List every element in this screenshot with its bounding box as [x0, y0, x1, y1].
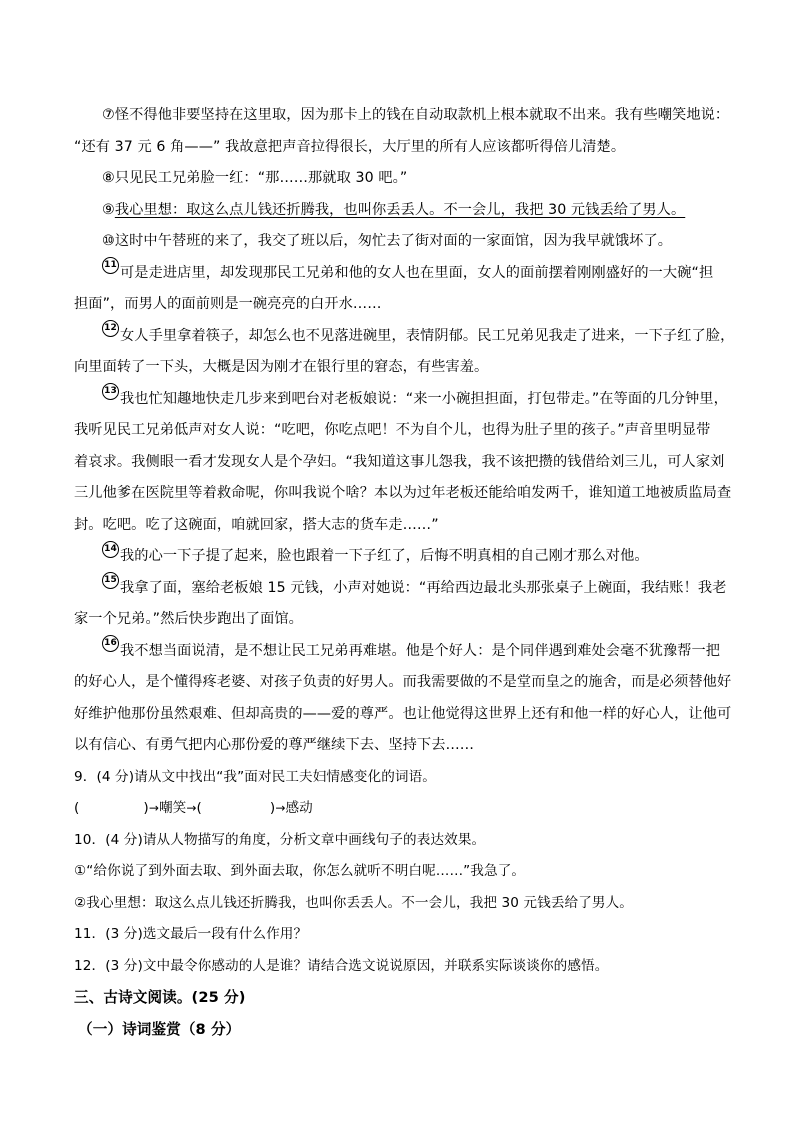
paragraph-16-line-1: 16 我不想当面说清，是不想让民工兄弟再难堪。他是个好人：是个同伴遇到难处会毫不犹豫帮一把: [74, 636, 734, 668]
paragraph-marker: 11: [102, 257, 119, 274]
paragraph-11-line-1: 11 可是走进店里，却发现那民工兄弟和他的女人也在里面，女人的面前摆着刚刚盛好的一大碗“担: [74, 258, 734, 290]
paragraph-7-line-1: ⑦怪不得他非要坚持在这里取，因为那卡上的钱在自动取款机上根本就取不出来。我有些嘲笑地说：: [102, 107, 730, 123]
paragraph-marker: ⑧: [102, 170, 115, 186]
question-11: 11．(3 分)选文最后一段有什么作用？: [74, 926, 308, 942]
paragraph-7-line-2: “还有 37 元 6 角——” 我故意把声音拉得很长，大厅里的所有人应该都听得倍儿清楚。: [74, 138, 626, 155]
paragraph-13-line-3: 着哀求。我侧眼一看才发现女人是个孕妇。“我知道这事儿怨我，我不该把攒的钱借给刘三儿，可人家刘: [74, 453, 725, 470]
paragraph-8: ⑧只见民工兄弟脸一红：“那……那就取 30 吧。”: [102, 170, 408, 186]
paragraph-13-line-1: 13 我也忙知趣地快走几步来到吧台对老板娘说：“来一小碗担担面，打包带走。”在等面的几分钟里，: [74, 384, 734, 416]
paragraph-15-line-2: 家一个兄弟。”然后快步跑出了面馆。: [74, 611, 303, 627]
paragraph-marker: ⑨: [102, 201, 115, 218]
paragraph-marker: 15: [102, 572, 119, 589]
paragraph-12-line-2: 向里面转了一下头，大概是因为刚才在银行里的窘态，有些害羞。: [74, 359, 489, 375]
question-10-item-1: ①“给你说了到外面去取、到外面去取，你怎么就听不明白呢……”我急了。: [74, 863, 526, 879]
arrow-icon: →: [275, 801, 286, 815]
paragraph-16-line-4: 以有信心、有勇气把内心那份爱的尊严继续下去、坚持下去……: [74, 737, 475, 753]
section-3-title: 三、古诗文阅读。(25 分): [74, 989, 246, 1006]
paragraph-16-line-2: 的好心人，是个懂得疼老婆、对孩子负责的好男人。而我需要做的不是堂而皇之的施舍，而是必须替他好: [74, 674, 732, 690]
paragraph-13-line-4: 三儿他爹在医院里等着救命呢，你叫我说个啥？本以为过年老板还能给咱发两千，谁知道工地被质监局查: [74, 485, 732, 501]
question-10-item-2: ②我心里想：取这么点儿钱还折腾我，也叫你丢丢人。不一会儿，我把 30 元钱丢给了男人。: [74, 894, 633, 911]
document-page: [74, 100, 734, 1045]
paragraph-marker: ⑩: [102, 233, 115, 249]
paragraph-14: 14 我的心一下子提了起来，脸也跟着一下子红了，后悔不明真相的自己刚才那么对他。: [74, 541, 734, 573]
question-12: 12．(3 分)文中最令你感动的人是谁？请结合选文说说原因，并联系实际谈谈你的感悟。: [74, 957, 609, 974]
paragraph-marker: 14: [102, 541, 119, 558]
paragraph-marker: 12: [102, 320, 119, 337]
question-10: 10．(4 分)请从人物描写的角度，分析文章中画线句子的表达效果。: [74, 831, 486, 848]
paragraph-9-underlined: [74, 195, 734, 227]
paragraph-15-line-1: 15 我拿了面，塞给老板娘 15 元钱，小声对她说：“再给西边最北头那张桌子上碗面，我结账！我老: [74, 573, 734, 605]
arrow-icon: →: [148, 801, 159, 815]
question-9: 9．(4 分)请从文中找出“我”面对民工夫妇情感变化的词语。: [74, 768, 436, 785]
question-9-fill-blanks: ( )→嘲笑→( )→感动: [74, 800, 313, 816]
arrow-icon: →: [186, 801, 197, 815]
paragraph-13-line-5: 封。吃吧。吃了这碗面，咱就回家，搭大志的货车走……”: [74, 516, 439, 533]
subsection-1-title: （一）诗词鉴赏（8 分）: [78, 1020, 241, 1038]
paragraph-11-line-2: 担面”，而男人的面前则是一碗亮亮的白开水……: [74, 296, 382, 312]
paragraph-12-line-1: 12 女人手里拿着筷子，却怎么也不见落进碗里，表情阴郁。民工兄弟见我走了进来，一下子红了脸，: [74, 321, 734, 353]
paragraph-16-line-3: 好维护他那份虽然艰难、但却高贵的——爱的尊严。也让他觉得这世界上还有和他一样的好心人，让他可: [74, 705, 732, 722]
paragraph-marker: 16: [102, 635, 119, 652]
underlined-sentence: 我心里想：取这么点儿钱还折腾我，也叫你丢丢人。不一会儿，我把 30 元钱丢给了男人。: [114, 201, 686, 218]
paragraph-marker: 13: [102, 383, 119, 400]
paragraph-10: ⑩这时中午替班的来了，我交了班以后，匆忙去了街对面的一家面馆，因为我早就饿坏了。: [102, 233, 673, 249]
paragraph-marker: ⑦: [102, 107, 115, 123]
paragraph-13-line-2: 我听见民工兄弟低声对女人说：“吃吧，你吃点吧！不为自个儿，也得为肚子里的孩子。”声音里明显带: [74, 422, 711, 438]
